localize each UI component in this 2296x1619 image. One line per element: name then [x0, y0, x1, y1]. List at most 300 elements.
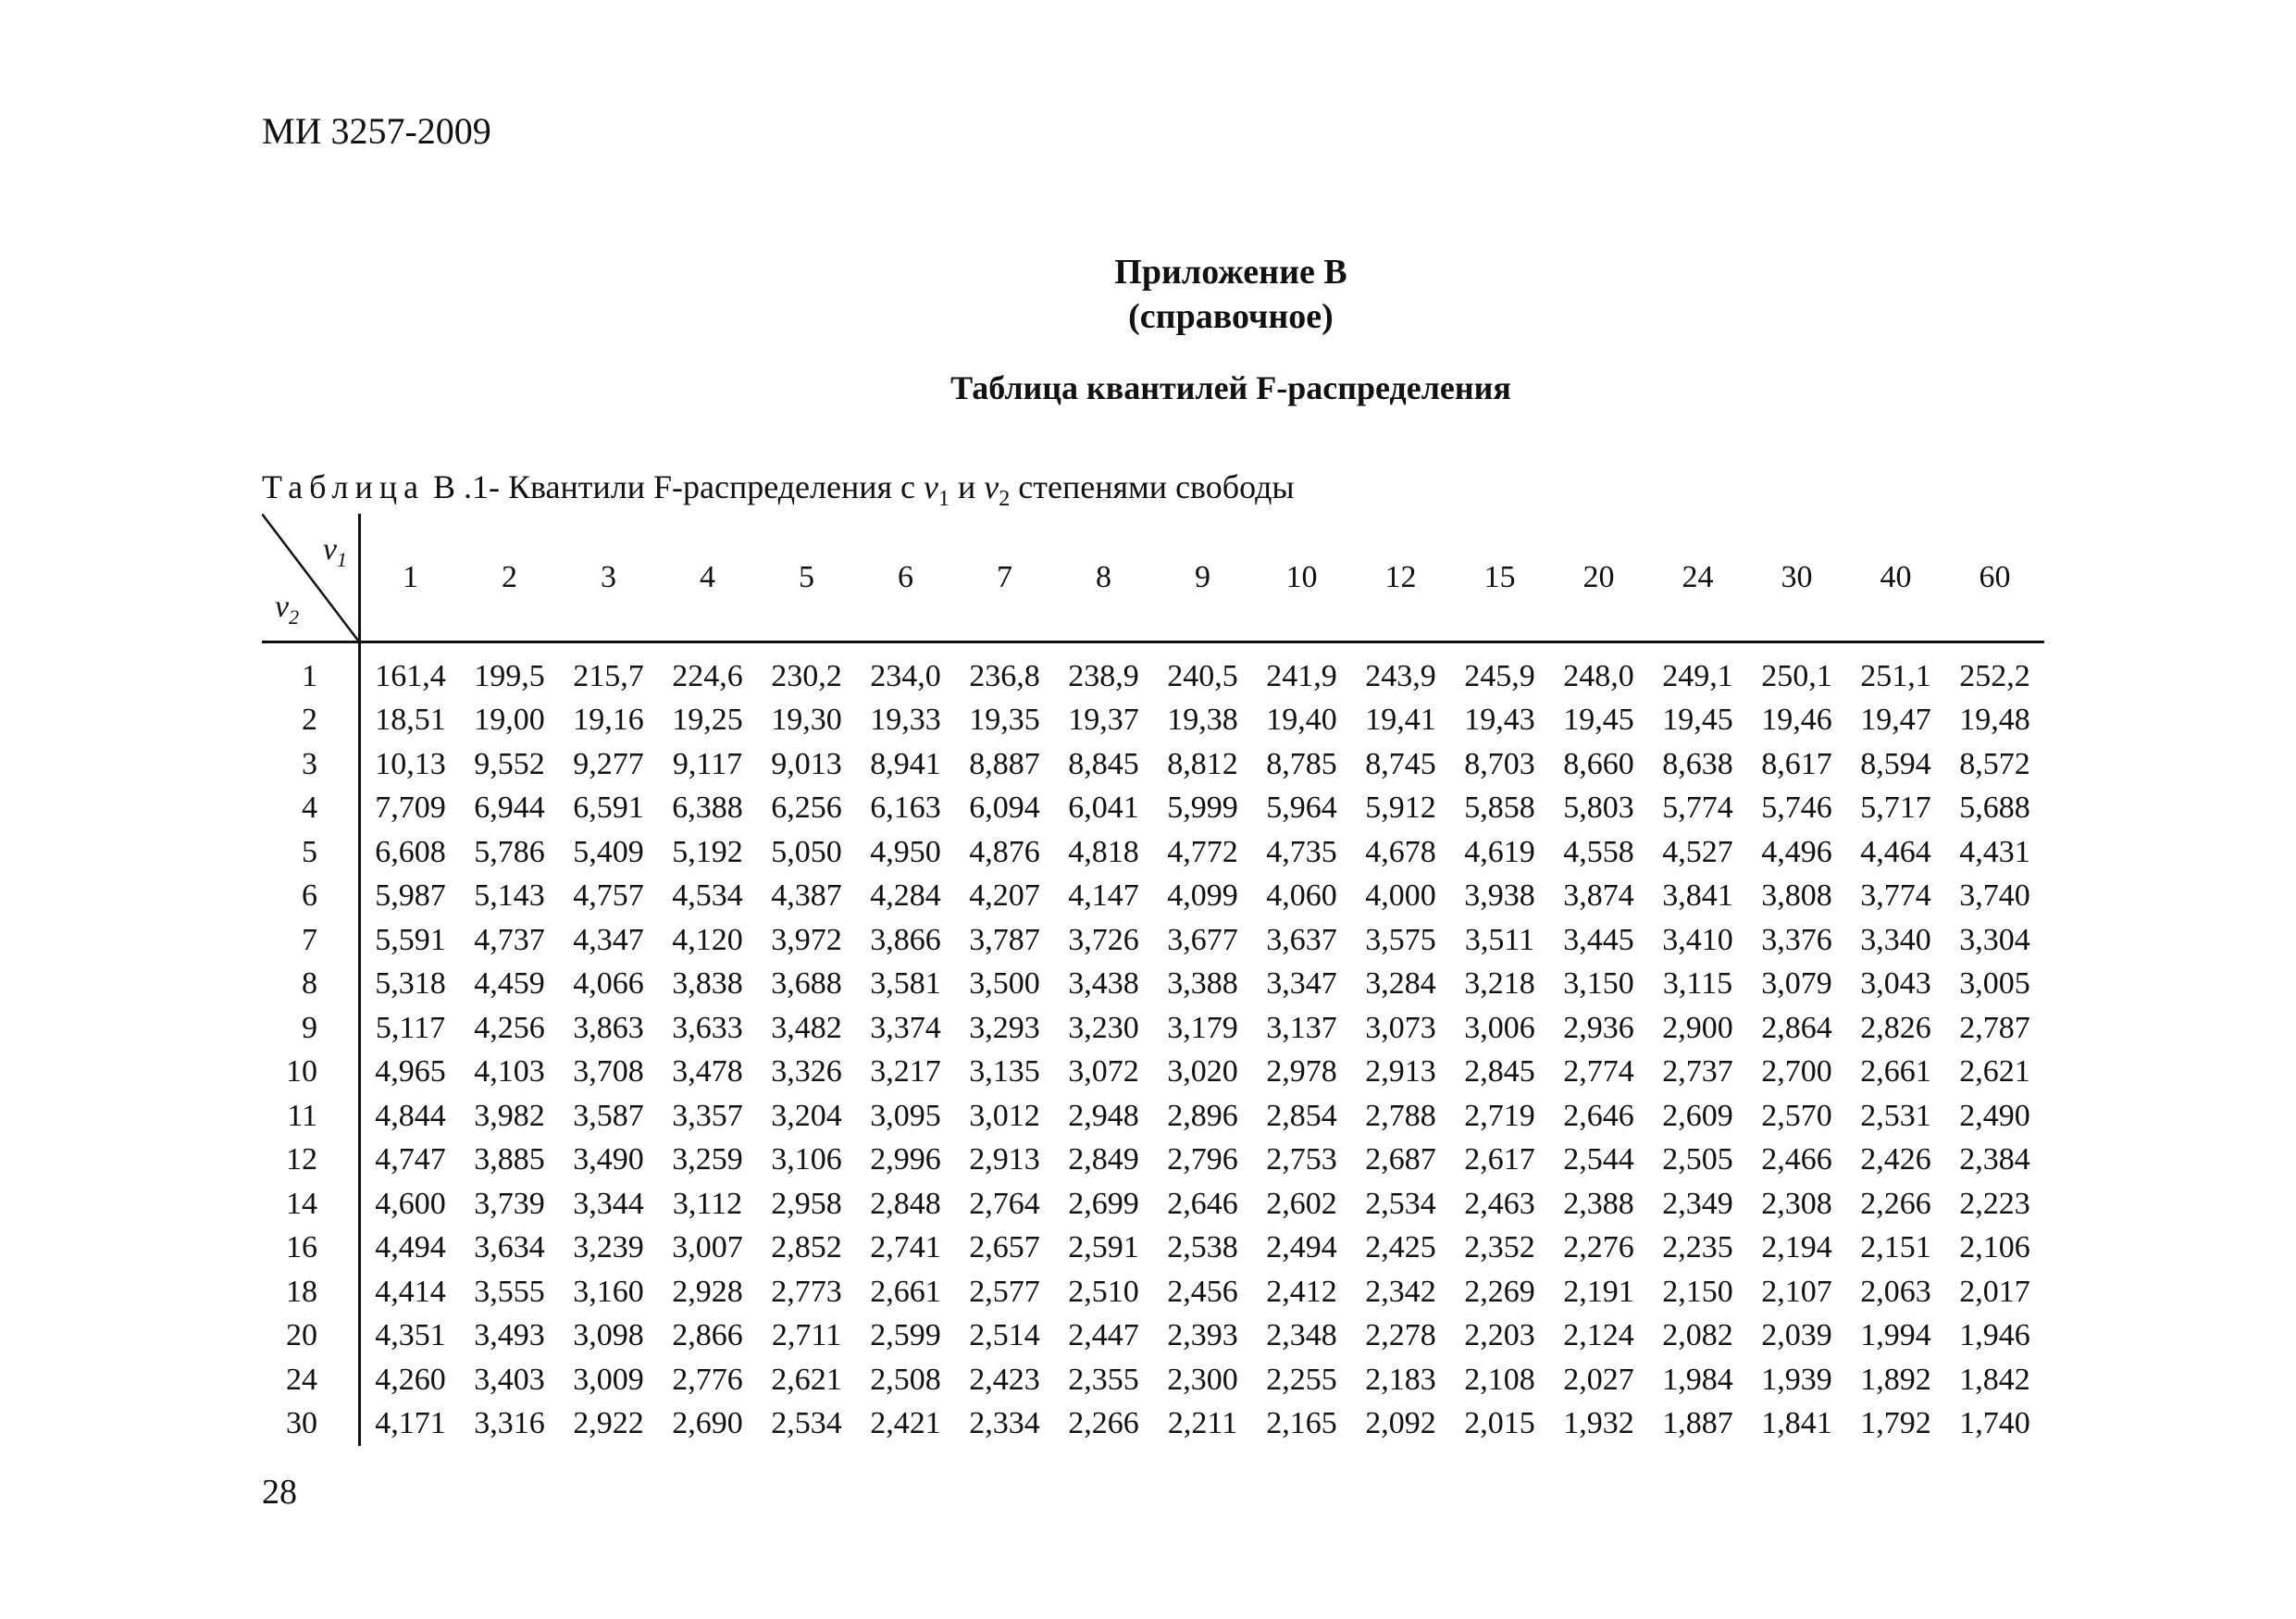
table-cell: 2,699 — [1068, 1186, 1139, 1221]
table-cell: 251,1 — [1860, 658, 1931, 693]
corner-nu1-label: $\nu_1$ — [322, 532, 347, 571]
column-header-nu1: 60 — [1945, 514, 2044, 642]
table-row — [262, 699, 2044, 743]
table-cell: 10,13 — [375, 746, 446, 781]
table-cell: 3,160 — [573, 1274, 644, 1309]
table-cell: 3,347 — [1266, 966, 1337, 1002]
table-cell: 3,043 — [1860, 966, 1931, 1002]
table-cell: 19,43 — [1464, 703, 1535, 738]
table-cell: 2,646 — [1167, 1186, 1238, 1221]
table-cell: 4,414 — [375, 1274, 446, 1309]
table-cell: 3,230 — [1068, 1010, 1139, 1045]
table-cell: 2,490 — [1959, 1098, 2030, 1133]
table-cell: 2,150 — [1662, 1274, 1733, 1309]
column-header-nu1: 20 — [1549, 514, 1648, 642]
row-header-nu2: 1 — [262, 642, 360, 699]
table-cell: 2,534 — [771, 1406, 842, 1441]
document-code: МИ 3257-2009 — [262, 110, 491, 152]
table-cell: 3,688 — [771, 966, 842, 1002]
table-cell: 3,863 — [573, 1010, 644, 1045]
table-caption — [262, 467, 1295, 512]
row-header-nu2: 10 — [262, 1051, 360, 1095]
table-cell: 2,787 — [1959, 1010, 2030, 1045]
table-cell: 252,2 — [1959, 658, 2030, 693]
column-header-nu1: 30 — [1747, 514, 1846, 642]
table-cell: 3,135 — [969, 1054, 1040, 1090]
table-cell: 2,423 — [969, 1362, 1040, 1397]
table-cell: 2,223 — [1959, 1186, 2030, 1221]
caption-conjunction: и — [949, 468, 985, 505]
table-cell: 4,678 — [1365, 834, 1436, 869]
page-number: 28 — [262, 1473, 297, 1512]
column-header-nu1: 15 — [1450, 514, 1549, 642]
table-cell: 19,16 — [573, 703, 644, 738]
row-header-nu2: 11 — [262, 1094, 360, 1139]
table-cell: 4,496 — [1761, 834, 1832, 869]
table-cell: 3,072 — [1068, 1054, 1139, 1090]
row-header-nu2: 20 — [262, 1314, 360, 1359]
table-cell: 2,514 — [969, 1318, 1040, 1353]
table-cell: 234,0 — [870, 658, 941, 693]
table-cell: 4,147 — [1068, 878, 1139, 914]
table-cell: 4,387 — [771, 878, 842, 914]
caption-prefix: Таблица — [262, 468, 425, 505]
appendix-title: Приложение В — [1114, 253, 1347, 292]
table-row — [262, 1051, 2044, 1095]
table-cell: 3,150 — [1563, 966, 1634, 1002]
table-cell: 2,063 — [1860, 1274, 1931, 1309]
table-cell: 250,1 — [1761, 658, 1832, 693]
table-cell: 4,120 — [672, 922, 743, 957]
table-cell: 3,445 — [1563, 922, 1634, 957]
table-cell: 1,984 — [1662, 1362, 1733, 1397]
table-cell: 2,191 — [1563, 1274, 1634, 1309]
table-cell: 3,482 — [771, 1010, 842, 1045]
table-cell: 2,510 — [1068, 1274, 1139, 1309]
table-cell: 5,192 — [672, 834, 743, 869]
table-cell: 2,866 — [672, 1318, 743, 1353]
table-cell: 3,787 — [969, 922, 1040, 957]
table-cell: 4,060 — [1266, 878, 1337, 914]
table-cell: 2,355 — [1068, 1362, 1139, 1397]
table-cell: 2,412 — [1266, 1274, 1337, 1309]
table-cell: 4,171 — [375, 1406, 446, 1441]
table-cell: 18,51 — [375, 703, 446, 738]
table-cell: 2,826 — [1860, 1010, 1931, 1045]
table-cell: 1,932 — [1563, 1406, 1634, 1441]
table-cell: 4,431 — [1959, 834, 2030, 869]
table-cell: 2,108 — [1464, 1362, 1535, 1397]
table-cell: 2,570 — [1761, 1098, 1832, 1133]
table-cell: 241,9 — [1266, 658, 1337, 693]
table-cell: 19,45 — [1662, 703, 1733, 738]
table-cell: 8,887 — [969, 746, 1040, 781]
appendix-title-block — [953, 250, 1508, 339]
table-cell: 3,511 — [1464, 922, 1535, 957]
table-cell: 3,633 — [672, 1010, 743, 1045]
column-header-nu1: 3 — [559, 514, 658, 642]
table-cell: 4,747 — [375, 1142, 446, 1177]
table-cell: 4,737 — [474, 922, 545, 957]
table-cell: 1,841 — [1761, 1406, 1832, 1441]
table-cell: 8,941 — [870, 746, 941, 781]
table-cell: 3,106 — [771, 1142, 842, 1177]
table-cell: 4,347 — [573, 922, 644, 957]
table-cell: 2,421 — [870, 1406, 941, 1441]
table-cell: 5,688 — [1959, 791, 2030, 826]
table-cell: 2,349 — [1662, 1186, 1733, 1221]
table-cell: 3,575 — [1365, 922, 1436, 957]
table-row — [262, 1270, 2044, 1314]
table-cell: 2,388 — [1563, 1186, 1634, 1221]
row-header-nu2: 14 — [262, 1182, 360, 1227]
table-cell: 8,845 — [1068, 746, 1139, 781]
table-cell: 3,874 — [1563, 878, 1634, 914]
table-cell: 3,555 — [474, 1274, 545, 1309]
table-cell: 4,459 — [474, 966, 545, 1002]
table-cell: 3,009 — [573, 1362, 644, 1397]
table-cell: 2,531 — [1860, 1098, 1931, 1133]
table-cell: 3,740 — [1959, 878, 2030, 914]
table-cell: 4,772 — [1167, 834, 1238, 869]
table-cell: 4,818 — [1068, 834, 1139, 869]
table-cell: 9,552 — [474, 746, 545, 781]
table-cell: 4,876 — [969, 834, 1040, 869]
table-cell: 3,587 — [573, 1098, 644, 1133]
table-cell: 2,928 — [672, 1274, 743, 1309]
table-cell: 2,352 — [1464, 1230, 1535, 1265]
table-cell: 5,786 — [474, 834, 545, 869]
table-cell: 4,099 — [1167, 878, 1238, 914]
table-cell: 6,388 — [672, 791, 743, 826]
table-cell: 8,703 — [1464, 746, 1535, 781]
table-header-row — [262, 514, 2044, 642]
table-cell: 3,095 — [870, 1098, 941, 1133]
table-cell: 2,534 — [1365, 1186, 1436, 1221]
table-cell: 3,838 — [672, 966, 743, 1002]
table-cell: 2,266 — [1068, 1406, 1139, 1441]
table-cell: 4,950 — [870, 834, 941, 869]
table-cell: 5,050 — [771, 834, 842, 869]
table-cell: 2,591 — [1068, 1230, 1139, 1265]
table-cell: 19,30 — [771, 703, 842, 738]
table-cell: 3,259 — [672, 1142, 743, 1177]
column-header-nu1: 6 — [856, 514, 955, 642]
table-cell: 4,260 — [375, 1362, 446, 1397]
table-cell: 2,687 — [1365, 1142, 1436, 1177]
table-cell: 6,608 — [375, 834, 446, 869]
row-header-nu2: 8 — [262, 963, 360, 1007]
table-cell: 2,203 — [1464, 1318, 1535, 1353]
table-cell: 3,115 — [1662, 966, 1733, 1002]
table-cell: 3,204 — [771, 1098, 842, 1133]
table-cell: 3,634 — [474, 1230, 545, 1265]
table-cell: 6,256 — [771, 791, 842, 826]
table-cell: 3,938 — [1464, 878, 1535, 914]
table-cell: 2,165 — [1266, 1406, 1337, 1441]
table-cell: 3,739 — [474, 1186, 545, 1221]
table-cell: 2,393 — [1167, 1318, 1238, 1353]
table-cell: 3,179 — [1167, 1010, 1238, 1045]
table-cell: 3,490 — [573, 1142, 644, 1177]
table-cell: 9,117 — [672, 746, 743, 781]
table-cell: 8,785 — [1266, 746, 1337, 781]
table-cell: 8,617 — [1761, 746, 1832, 781]
table-cell: 2,348 — [1266, 1318, 1337, 1353]
table-cell: 3,677 — [1167, 922, 1238, 957]
table-cell: 5,591 — [375, 922, 446, 957]
table-cell: 245,9 — [1464, 658, 1535, 693]
table-cell: 3,500 — [969, 966, 1040, 1002]
table-cell: 199,5 — [474, 658, 545, 693]
table-row — [262, 1227, 2044, 1271]
table-cell: 3,239 — [573, 1230, 644, 1265]
table-cell: 7,709 — [375, 791, 446, 826]
table-cell: 5,987 — [375, 878, 446, 914]
table-cell: 3,112 — [672, 1186, 743, 1221]
table-cell: 236,8 — [969, 658, 1040, 693]
row-header-nu2: 4 — [262, 787, 360, 831]
table-cell: 2,848 — [870, 1186, 941, 1221]
table-cell: 19,25 — [672, 703, 743, 738]
table-cell: 3,493 — [474, 1318, 545, 1353]
table-cell: 243,9 — [1365, 658, 1436, 693]
table-cell: 3,344 — [573, 1186, 644, 1221]
table-cell: 3,808 — [1761, 878, 1832, 914]
table-cell: 3,293 — [969, 1010, 1040, 1045]
table-cell: 19,37 — [1068, 703, 1139, 738]
table-cell: 3,410 — [1662, 922, 1733, 957]
table-cell: 230,2 — [771, 658, 842, 693]
table-cell: 2,505 — [1662, 1142, 1733, 1177]
table-cell: 1,892 — [1860, 1362, 1931, 1397]
table-cell: 2,922 — [573, 1406, 644, 1441]
table-cell: 4,207 — [969, 878, 1040, 914]
table-cell: 2,426 — [1860, 1142, 1931, 1177]
table-cell: 8,745 — [1365, 746, 1436, 781]
table-cell: 2,900 — [1662, 1010, 1733, 1045]
table-cell: 3,866 — [870, 922, 941, 957]
table-cell: 9,013 — [771, 746, 842, 781]
appendix-subtitle: (справочное) — [1128, 297, 1334, 336]
table-cell: 3,388 — [1167, 966, 1238, 1002]
caption-nu2-subscript: 2 — [999, 487, 1011, 512]
table-cell: 2,661 — [1860, 1054, 1931, 1090]
table-cell: 2,864 — [1761, 1010, 1832, 1045]
table-cell: 2,602 — [1266, 1186, 1337, 1221]
table-cell: 2,700 — [1761, 1054, 1832, 1090]
caption-nu1-subscript: 1 — [938, 487, 950, 512]
table-cell: 2,913 — [1365, 1054, 1436, 1090]
table-cell: 2,151 — [1860, 1230, 1931, 1265]
table-cell: 4,965 — [375, 1054, 446, 1090]
table-cell: 6,094 — [969, 791, 1040, 826]
table-row — [262, 1139, 2044, 1183]
table-cell: 1,946 — [1959, 1318, 2030, 1353]
caption-text: В .1- Квантили F-распределения с — [424, 468, 925, 505]
table-body — [262, 642, 2044, 1447]
table-cell: 1,740 — [1959, 1406, 2030, 1441]
table-cell: 3,376 — [1761, 922, 1832, 957]
table-cell: 2,039 — [1761, 1318, 1832, 1353]
table-cell: 2,384 — [1959, 1142, 2030, 1177]
column-header-nu1: 2 — [460, 514, 559, 642]
table-row — [262, 963, 2044, 1007]
table-cell: 6,163 — [870, 791, 941, 826]
table-cell: 2,106 — [1959, 1230, 2030, 1265]
table-cell: 2,646 — [1563, 1098, 1634, 1133]
table-cell: 2,235 — [1662, 1230, 1733, 1265]
table-cell: 3,357 — [672, 1098, 743, 1133]
table-cell: 4,464 — [1860, 834, 1931, 869]
table-cell: 2,300 — [1167, 1362, 1238, 1397]
table-cell: 2,577 — [969, 1274, 1040, 1309]
table-cell: 3,326 — [771, 1054, 842, 1090]
table-cell: 2,852 — [771, 1230, 842, 1265]
table-cell: 2,609 — [1662, 1098, 1733, 1133]
table-cell: 4,534 — [672, 878, 743, 914]
row-header-nu2: 7 — [262, 918, 360, 963]
row-header-nu2: 6 — [262, 875, 360, 919]
table-cell: 2,936 — [1563, 1010, 1634, 1045]
table-row — [262, 1006, 2044, 1051]
table-cell: 2,266 — [1860, 1186, 1931, 1221]
row-header-nu2: 5 — [262, 830, 360, 875]
table-cell: 2,788 — [1365, 1098, 1436, 1133]
table-row — [262, 642, 2044, 699]
table-cell: 2,015 — [1464, 1406, 1535, 1441]
table-cell: 249,1 — [1662, 658, 1733, 693]
table-cell: 4,256 — [474, 1010, 545, 1045]
table-row — [262, 1094, 2044, 1139]
table-cell: 2,027 — [1563, 1362, 1634, 1397]
table-cell: 4,351 — [375, 1318, 446, 1353]
table-cell: 3,726 — [1068, 922, 1139, 957]
table-cell: 2,276 — [1563, 1230, 1634, 1265]
table-cell: 2,958 — [771, 1186, 842, 1221]
column-header-nu1: 12 — [1351, 514, 1450, 642]
table-cell: 4,735 — [1266, 834, 1337, 869]
table-cell: 3,218 — [1464, 966, 1535, 1002]
table-cell: 3,079 — [1761, 966, 1832, 1002]
table-cell: 19,41 — [1365, 703, 1436, 738]
table-cell: 2,854 — [1266, 1098, 1337, 1133]
table-cell: 4,558 — [1563, 834, 1634, 869]
table-cell: 2,661 — [870, 1274, 941, 1309]
table-cell: 2,776 — [672, 1362, 743, 1397]
row-header-nu2: 30 — [262, 1402, 360, 1447]
table-cell: 2,538 — [1167, 1230, 1238, 1265]
table-cell: 19,38 — [1167, 703, 1238, 738]
table-cell: 2,978 — [1266, 1054, 1337, 1090]
table-cell: 19,40 — [1266, 703, 1337, 738]
table-cell: 3,217 — [870, 1054, 941, 1090]
table-cell: 3,137 — [1266, 1010, 1337, 1045]
table-cell: 2,255 — [1266, 1362, 1337, 1397]
table-cell: 5,912 — [1365, 791, 1436, 826]
table-cell: 224,6 — [672, 658, 743, 693]
table-cell: 5,858 — [1464, 791, 1535, 826]
table-cell: 5,803 — [1563, 791, 1634, 826]
table-cell: 3,403 — [474, 1362, 545, 1397]
table-cell: 3,304 — [1959, 922, 2030, 957]
table-cell: 2,773 — [771, 1274, 842, 1309]
table-cell: 3,007 — [672, 1230, 743, 1265]
column-header-nu1: 4 — [658, 514, 757, 642]
table-cell: 2,948 — [1068, 1098, 1139, 1133]
table-cell: 3,340 — [1860, 922, 1931, 957]
table-cell: 2,017 — [1959, 1274, 2030, 1309]
row-header-nu2: 3 — [262, 742, 360, 787]
caption-suffix: степенями свободы — [1010, 468, 1295, 505]
table-cell: 2,425 — [1365, 1230, 1436, 1265]
table-cell: 19,45 — [1563, 703, 1634, 738]
table-cell: 1,939 — [1761, 1362, 1832, 1397]
table-cell: 9,277 — [573, 746, 644, 781]
table-row — [262, 1314, 2044, 1359]
table-cell: 3,885 — [474, 1142, 545, 1177]
table-cell: 2,092 — [1365, 1406, 1436, 1441]
table-cell: 2,278 — [1365, 1318, 1436, 1353]
table-row — [262, 742, 2044, 787]
table-cell: 3,438 — [1068, 966, 1139, 1002]
row-header-nu2: 24 — [262, 1358, 360, 1402]
table-cell: 19,33 — [870, 703, 941, 738]
table-cell: 2,269 — [1464, 1274, 1535, 1309]
caption-nu1-symbol: ν — [924, 468, 939, 505]
column-header-nu1: 9 — [1153, 514, 1252, 642]
table-cell: 5,964 — [1266, 791, 1337, 826]
table-cell: 4,103 — [474, 1054, 545, 1090]
table-row — [262, 875, 2044, 919]
table-cell: 6,944 — [474, 791, 545, 826]
table-cell: 8,572 — [1959, 746, 2030, 781]
f-quantile-table-container — [262, 514, 2044, 1446]
table-cell: 1,994 — [1860, 1318, 1931, 1353]
table-cell: 2,719 — [1464, 1098, 1535, 1133]
table-cell: 3,284 — [1365, 966, 1436, 1002]
table-cell: 2,737 — [1662, 1054, 1733, 1090]
table-cell: 2,796 — [1167, 1142, 1238, 1177]
table-cell: 3,841 — [1662, 878, 1733, 914]
table-cell: 3,972 — [771, 922, 842, 957]
f-quantile-table — [262, 514, 2044, 1446]
table-cell: 4,527 — [1662, 834, 1733, 869]
table-cell: 240,5 — [1167, 658, 1238, 693]
table-cell: 19,48 — [1959, 703, 2030, 738]
row-header-nu2: 16 — [262, 1227, 360, 1271]
table-cell: 19,00 — [474, 703, 545, 738]
table-cell: 4,600 — [375, 1186, 446, 1221]
table-cell: 2,621 — [1959, 1054, 2030, 1090]
table-cell: 2,657 — [969, 1230, 1040, 1265]
table-cell: 3,316 — [474, 1406, 545, 1441]
table-cell: 19,35 — [969, 703, 1040, 738]
table-cell: 2,849 — [1068, 1142, 1139, 1177]
column-header-nu1: 5 — [757, 514, 856, 642]
table-cell: 8,812 — [1167, 746, 1238, 781]
table-cell: 2,308 — [1761, 1186, 1832, 1221]
table-row — [262, 918, 2044, 963]
table-cell: 2,711 — [771, 1318, 842, 1353]
table-cell: 4,000 — [1365, 878, 1436, 914]
table-cell: 2,544 — [1563, 1142, 1634, 1177]
table-cell: 2,774 — [1563, 1054, 1634, 1090]
table-cell: 5,774 — [1662, 791, 1733, 826]
table-cell: 5,117 — [375, 1010, 446, 1045]
table-cell: 3,073 — [1365, 1010, 1436, 1045]
table-cell: 2,211 — [1167, 1406, 1238, 1441]
